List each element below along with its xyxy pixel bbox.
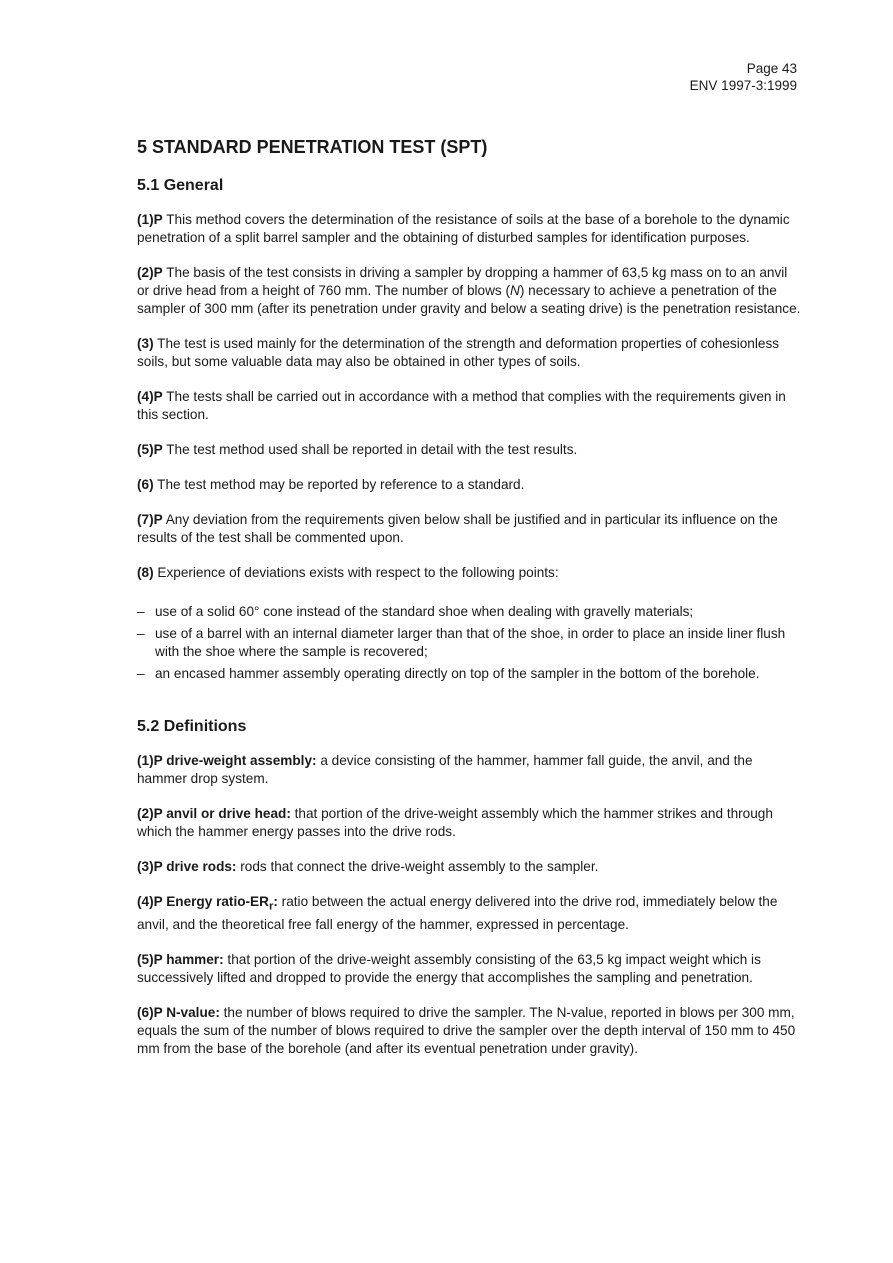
- definition-term-main: (4)P Energy ratio-ER: [137, 894, 269, 909]
- definition-term: (5)P hammer:: [137, 951, 224, 967]
- definition-4: [137, 893, 801, 934]
- paragraph-text: Any deviation from the requirements given below shall be justified and in particular its influence on the results of the test shall be commented upon.: [137, 512, 778, 545]
- page-number: Page 43: [746, 61, 797, 76]
- paragraph-1: [137, 211, 801, 247]
- paragraph-label: (5)P: [137, 442, 163, 457]
- paragraph-label: (1)P: [137, 212, 163, 227]
- definition-text: ratio between the actual energy delivered into the drive rod, immediately below the anvil, and the theoretical free fall energy of the hammer, expressed in percentage.: [137, 894, 778, 932]
- dash-marker: –: [137, 626, 145, 641]
- definition-2: [137, 805, 801, 841]
- definition-6: [137, 1004, 801, 1058]
- paragraph-text: The test is used mainly for the determination of the strength and deformation properties of cohesionless soils, but some valuable data may also be obtained in other types of soils.: [137, 336, 780, 369]
- symbol-n: N: [510, 283, 520, 298]
- definition-text: that portion of the drive-weight assembly which the hammer strikes and through which the hammer energy passes into the drive rods.: [137, 806, 773, 839]
- deviation-list: [137, 603, 801, 683]
- dash-marker: –: [137, 666, 145, 681]
- definition-3: [137, 858, 801, 876]
- paragraph-5: [137, 441, 801, 459]
- paragraph-6: [137, 476, 801, 494]
- list-item-text: use of a solid 60° cone instead of the standard shoe when dealing with gravelly materials;: [155, 604, 694, 619]
- definition-text: rods that connect the drive-weight assembly to the sampler.: [236, 859, 599, 874]
- list-item: [137, 665, 801, 683]
- paragraph-text: Experience of deviations exists with respect to the following points:: [153, 565, 559, 580]
- paragraph-label: (3): [137, 336, 154, 351]
- list-item-text: use of a barrel with an internal diameter larger than that of the shoe, in order to place an inside liner flush with the shoe where the sample is recovered;: [155, 626, 786, 659]
- paragraph-label: (7)P: [137, 512, 163, 527]
- paragraph-text: The tests shall be carried out in accordance with a method that complies with the requirements given in this section.: [137, 389, 786, 422]
- dash-marker: –: [137, 604, 145, 619]
- paragraph-2: [137, 264, 801, 318]
- paragraph-label: (8): [137, 565, 154, 580]
- paragraph-8: [137, 564, 801, 582]
- list-item: [137, 603, 801, 621]
- paragraph-3: [137, 335, 801, 371]
- paragraph-label: (6): [137, 477, 154, 492]
- definition-term: [137, 894, 278, 913]
- document-code: ENV 1997-3:1999: [689, 78, 797, 93]
- definition-text: that portion of the drive-weight assembly consisting of the 63,5 kg impact weight which is successively lifted and dropped to provide the energy that accomplishes the sampling and penetration.: [137, 951, 761, 985]
- definition-term-colon: :: [273, 894, 278, 909]
- paragraph-text: ) necessary to achieve a penetration of the sampler of 300 mm (after its penetration under gravity and below a seating drive) is the penetration resistance.: [137, 283, 801, 316]
- subsection-title-definitions: 5.2 Definitions: [137, 718, 247, 735]
- definition-term: (3)P drive rods:: [137, 859, 237, 874]
- section-title: 5 STANDARD PENETRATION TEST (SPT): [137, 137, 488, 157]
- definition-text: the number of blows required to drive the sampler. The N-value, reported in blows per 300 mm, equals the sum of the number of blows required to drive the sampler over the depth interval of 150 mm to 450 mm from the base of the borehole (and after its eventual penetration under gravity).: [137, 1004, 796, 1056]
- definition-text: a device consisting of the hammer, hammer fall guide, the anvil, and the hammer drop system.: [137, 753, 753, 786]
- page-content: [137, 136, 801, 1075]
- definition-5: [137, 951, 801, 987]
- definition-1: [137, 752, 801, 788]
- definition-term: (6)P N-value:: [137, 1004, 220, 1020]
- paragraph-label: (4)P: [137, 389, 163, 404]
- paragraph-4: [137, 388, 801, 424]
- paragraph-label: (2)P: [137, 265, 163, 280]
- paragraph-text: The basis of the test consists in driving a sampler by dropping a hammer of 63,5 kg mass on to an anvil or drive head from a height of 760 mm. The number of blows (: [137, 265, 788, 298]
- definition-term: (1)P drive-weight assembly:: [137, 753, 317, 768]
- paragraph-text: This method covers the determination of the resistance of soils at the base of a borehole to the dynamic penetration of a split barrel sampler and the obtaining of disturbed samples for identification purposes.: [137, 212, 790, 245]
- list-item: [137, 625, 801, 661]
- definition-term: (2)P anvil or drive head:: [137, 806, 291, 821]
- definition-term-subscript: r: [268, 900, 274, 913]
- paragraph-7: [137, 511, 801, 547]
- subsection-title-general: 5.1 General: [137, 177, 224, 194]
- page-header: [690, 60, 797, 94]
- paragraph-text: The test method may be reported by reference to a standard.: [153, 477, 525, 492]
- paragraph-text: The test method used shall be reported in detail with the test results.: [162, 442, 578, 457]
- list-item-text: an encased hammer assembly operating directly on top of the sampler in the bottom of the borehole.: [155, 666, 760, 681]
